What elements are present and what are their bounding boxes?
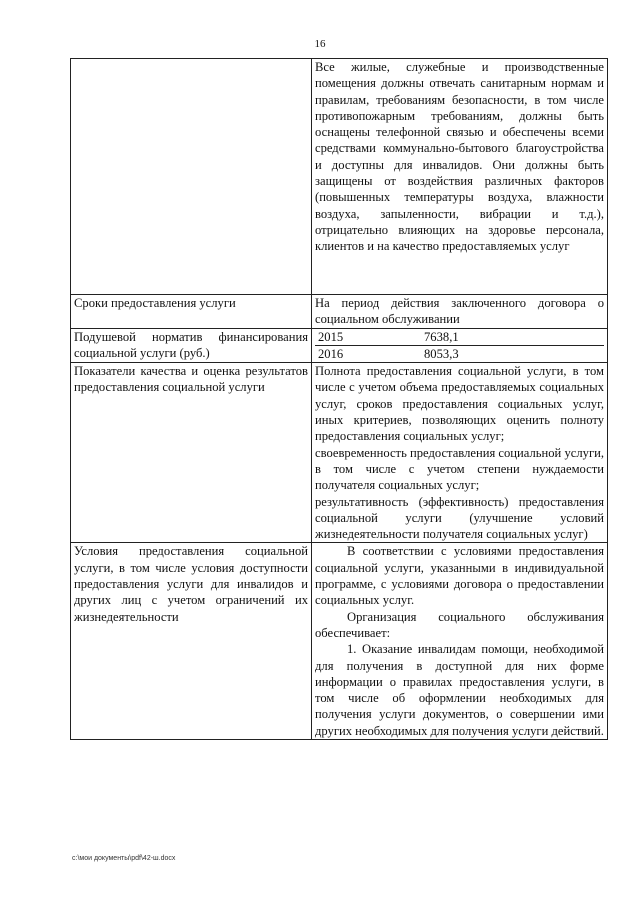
terms-label: Сроки предоставления услуги (71, 295, 312, 329)
premises-requirements: Все жилые, служебные и производственные помещения должны отвечать санитарным нормам и правилам, требованиям безопасности, в том числе противопожарным требованиям, должны быть оснащены телефонной связью и обеспечены всеми средствами коммунально-бытового благоустройства и доступны для инвалидов. Они должны быть защищены от воздействия различных факторов (повышенных температуры воздуха, влажности воздуха, запыленности, вибрации и т.д.), отрицательно влияющих на здоровье персонала, клиентов и на качество предоставляемых услуг (312, 59, 608, 295)
conditions-paragraph: В соответствии с условиями предоставления социальной услуги, указанными в индивидуальной программе, с условиями договора о предоставлении социальных услуг. (315, 544, 604, 608)
quality-paragraph: Полнота предоставления социальной услуги, в том числе с учетом объема предоставляемых социальных услуг, сроков предоставления социальных услуг, иных критериев, позволяющих оценить полноту предоставления социальных услуг; (315, 364, 604, 444)
norm-value-2015: 7638,1 (421, 329, 604, 346)
norm-values (312, 328, 608, 363)
norm-years-table (315, 329, 604, 363)
norm-year-2016: 2016 (318, 346, 344, 361)
quality-paragraph: результативность (эффективность) предоставления социальной услуги (улучшение условий жизнедеятельности получателя социальных услуг) (315, 494, 604, 542)
conditions-paragraph: Организация социального обслуживания обеспечивает: (315, 609, 604, 640)
table-row (71, 543, 608, 740)
norm-year-2015: 2015 (315, 329, 421, 346)
conditions-paragraph: 1. Оказание инвалидам помощи, необходимой для получения в доступной для них форме информации о правилах предоставления услуги, в том числе об оформлении необходимых для получения услуги документов, о совершении ими других необходимых для получения услуги действий. (315, 642, 604, 738)
quality-indicators (312, 363, 608, 543)
table-row (71, 328, 608, 363)
table-row (71, 59, 608, 295)
table-row (315, 329, 604, 346)
norm-label: Подушевой норматив финансирования социальной услуги (руб.) (71, 328, 312, 363)
table-row (71, 363, 608, 543)
quality-label: Показатели качества и оценка результатов предоставления социальной услуги (71, 363, 312, 543)
file-path-footer: c:\мои документы\pdf\42-ш.docx (72, 855, 176, 862)
service-standard-table (70, 58, 608, 740)
terms-value: На период действия заключенного договора о социальном обслуживании (312, 295, 608, 329)
norm-value-2016: 8053,3 (424, 346, 459, 361)
page-number: 16 (314, 38, 326, 50)
quality-paragraph: своевременность предоставления социальной услуги, в том числе с учетом степени нуждаемости получателя социальных услуг; (315, 445, 604, 493)
table-row (71, 295, 608, 329)
premises-label (71, 59, 312, 295)
conditions-text (312, 543, 608, 740)
table-row (315, 345, 604, 362)
conditions-label: Условия предоставления социальной услуги, в том числе условия доступности предоставления услуги для инвалидов и других лиц с учетом ограничений их жизнедеятельности (71, 543, 312, 740)
